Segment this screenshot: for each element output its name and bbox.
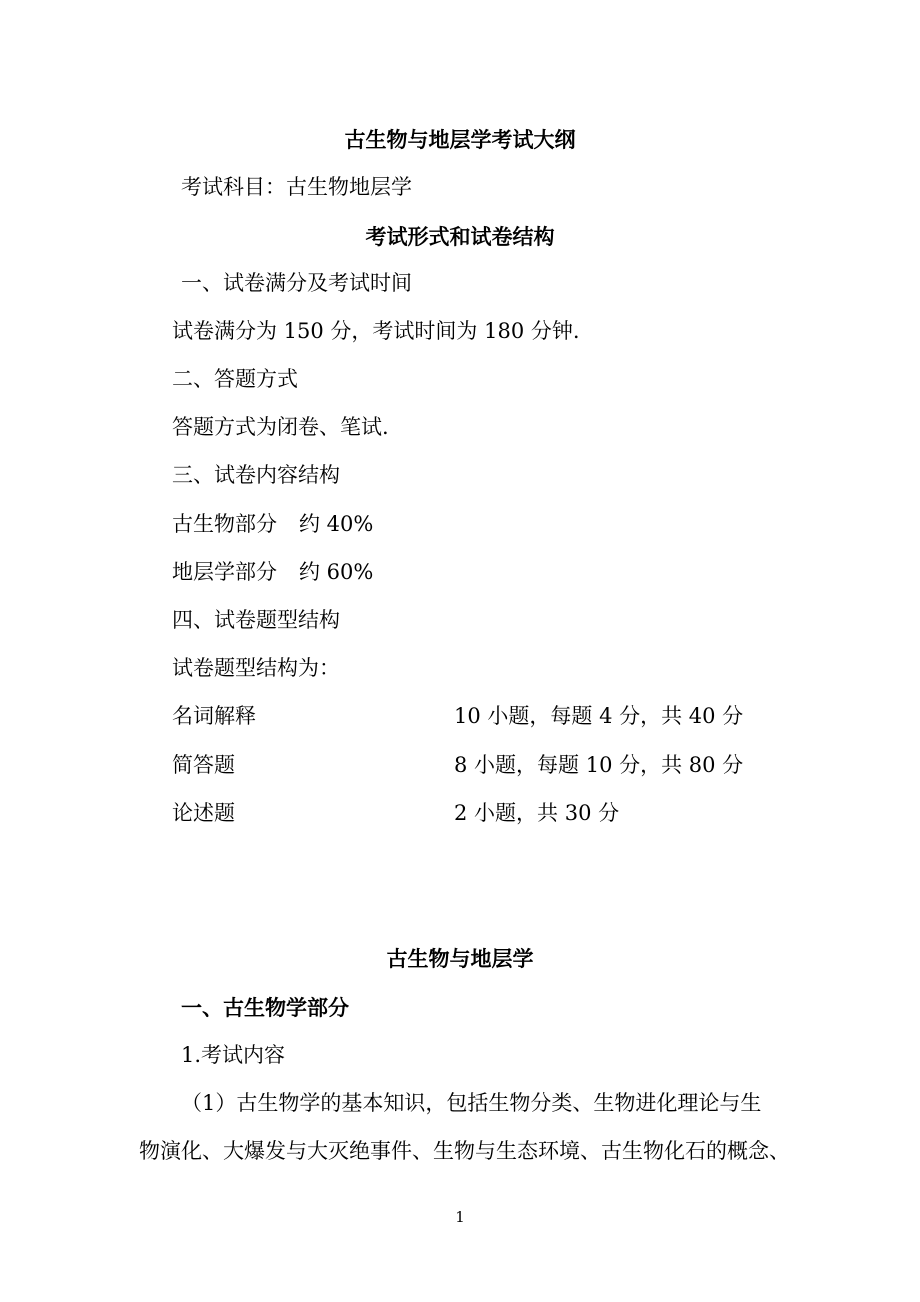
question-type-label: 论述题 (172, 801, 235, 825)
content-part: 古生物部分 (172, 512, 277, 536)
content-part: 地层学部分 (172, 560, 277, 584)
section-intro-4: 试卷题型结构为： (172, 656, 340, 680)
section-text-1: 试卷满分为 150 分，考试时间为 180 分钟. (172, 319, 580, 343)
content-structure-row (172, 514, 373, 535)
question-type-detail: 10 小题，每题 4 分，共 40 分 (454, 704, 744, 728)
subsection-heading: 1.考试内容 (181, 1043, 286, 1067)
part-heading: 一、古生物学部分 (181, 995, 349, 1020)
page-number: 1 (455, 1208, 465, 1226)
section-heading-2: 二、答题方式 (172, 367, 298, 391)
section-heading-4: 四、试卷题型结构 (172, 608, 340, 632)
section-heading-1: 一、试卷满分及考试时间 (181, 271, 412, 295)
syllabus-title: 古生物与地层学 (386, 946, 534, 971)
document-title: 古生物与地层学考试大纲 (344, 127, 576, 152)
content-share: 约 60% (299, 560, 374, 584)
paragraph-line: 物演化、大爆发与大灭绝事件、生物与生态环境、古生物化石的概念、 (139, 1139, 790, 1163)
question-type-label: 名词解释 (172, 704, 256, 728)
question-type-detail: 8 小题，每题 10 分，共 80 分 (454, 753, 744, 777)
content-share: 约 40% (299, 512, 374, 536)
section-text-2: 答题方式为闭卷、笔试. (172, 415, 389, 439)
content-structure-row (172, 562, 373, 583)
section-heading-3: 三、试卷内容结构 (172, 463, 340, 487)
exam-subject: 考试科目：古生物地层学 (181, 175, 412, 199)
question-type-label: 简答题 (172, 753, 235, 777)
format-heading: 考试形式和试卷结构 (365, 224, 555, 249)
question-type-detail: 2 小题，共 30 分 (454, 801, 620, 825)
paragraph-line: （1）古生物学的基本知识，包括生物分类、生物进化理论与生 (181, 1091, 762, 1115)
